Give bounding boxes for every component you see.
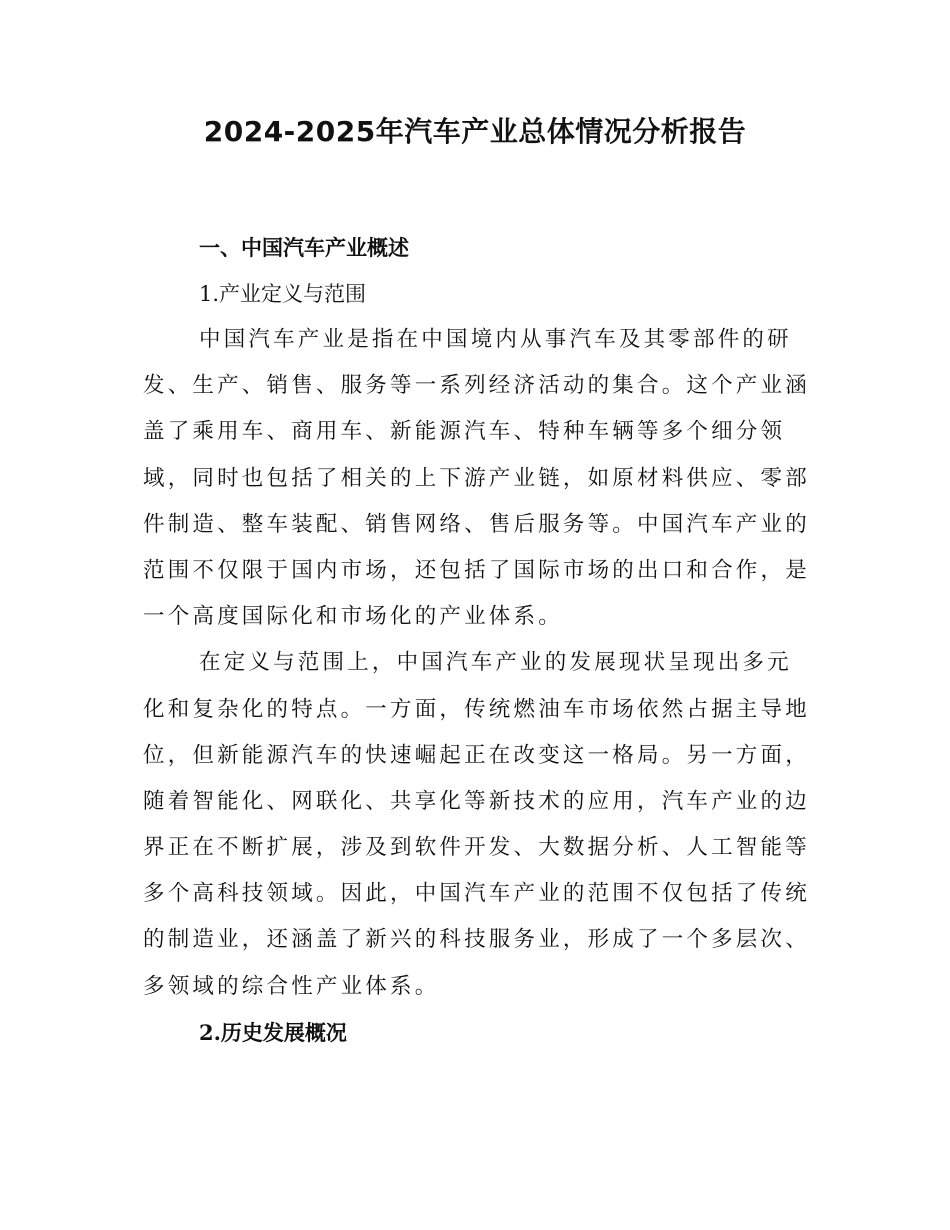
paragraph-definition <box>143 317 813 640</box>
paragraph-line: 件制造、整车装配、销售网络、售后服务等。中国汽车产业的 <box>143 511 810 537</box>
paragraph-line: 范围不仅限于国内市场，还包括了国际市场的出口和合作，是 <box>143 557 810 583</box>
paragraph-line: 中国汽车产业是指在中国境内从事汽车及其零部件的研 <box>199 327 792 352</box>
paragraph-line: 界正在不断扩展，涉及到软件开发、大数据分析、人工智能等 <box>143 835 810 861</box>
paragraph-line: 随着智能化、网联化、共享化等新技术的应用，汽车产业的边 <box>143 788 810 814</box>
paragraph-line: 发、生产、销售、服务等一系列经济活动的集合。这个产业涵 <box>143 373 810 399</box>
section-heading: 一、中国汽车产业概述 <box>199 236 409 260</box>
paragraph-line: 盖了乘用车、商用车、新能源汽车、特种车辆等多个细分领 <box>143 419 786 445</box>
paragraph-line: 化和复杂化的特点。一方面，传统燃油车市场依然占据主导地 <box>143 696 810 722</box>
paragraph-line: 域，同时也包括了相关的上下游产业链，如原材料供应、零部 <box>143 465 810 491</box>
document-title: 2024-2025年汽车产业总体情况分析报告 <box>203 115 747 148</box>
paragraph-line: 位，但新能源汽车的快速崛起正在改变这一格局。另一方面， <box>143 742 810 768</box>
paragraph-line: 多个高科技领域。因此，中国汽车产业的范围不仅包括了传统 <box>143 881 810 907</box>
paragraph-line: 一个高度国际化和市场化的产业体系。 <box>143 604 563 630</box>
paragraph-scope <box>143 640 813 1010</box>
document-body <box>143 225 813 1056</box>
paragraph-line: 多领域的综合性产业体系。 <box>143 973 440 999</box>
subsection-heading: 1.产业定义与范围 <box>199 282 367 306</box>
paragraph-line: 在定义与范围上，中国汽车产业的发展现状呈现出多元 <box>199 650 792 676</box>
paragraph-line: 的制造业，还涵盖了新兴的科技服务业，形成了一个多层次、 <box>143 927 810 953</box>
subsection-heading: 2.历史发展概况 <box>199 1019 347 1045</box>
